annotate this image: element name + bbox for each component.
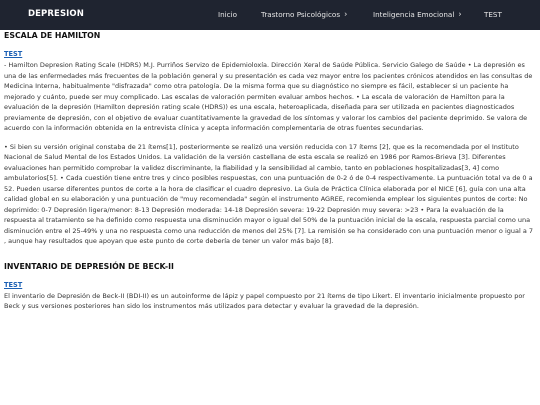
hamilton-paragraph-2: • Si bien su versión original constaba de 21 ítems[1], posteriormente se realizó una versión reducida con 17 ítems [2], que es la recomendada por el Instituto Nacional de Salud Mental de los Estados Unidos. La validación de la versión castellana de esta escala se realizó en 1986 por Ramos-Brieva [3]. Diferentes evaluaciones han permitido comprobar la validez discriminante, la fiabilidad y la sensibilidad al cambio, tanto en poblaciones hospitalizadas[3, 4] como ambulatorios[5]. • Cada cuestión tiene entre tres y cinco posibles respuestas, con una puntuación de 0-2 ó de 0-4 respectivamente. La puntuación total va de 0 a 52. Pueden usarse diferentes puntos de corte a la hora de clasificar el cuadro depresivo. La Guía de Práctica Clínica elaborada por el NICE [6], guía con una alta calidad global en su elaboración y una puntuación de "muy recomendada" según el instrumento AGREE, recomienda emplear los siguientes puntos de corte: No deprimido: 0-7 Depresión ligera/menor: 8-13 Depresión moderada: 14-18 Depresión severa: 19-22 Depresión muy severa: >23 • Para la evaluación de la respuesta al tratamiento se ha definido como respuesta una disminución mayor o igual del 50% de la puntuación inicial de la escala, respuesta parcial como una disminución entre el 25-49% y una no respuesta como una reducción de menos del 25% [7]. La remisión se ha considerado con una puntuación menor o igual a 7 , aunque hay resultados que apoyan que este punto de corte debería de tener un valor más bajo [8]. bbox=[4, 142, 534, 245]
nav-item-label: Trastorno Psicológicos bbox=[261, 10, 341, 19]
nav-item-test[interactable] bbox=[484, 10, 502, 19]
hamilton-test-link[interactable]: TEST bbox=[4, 50, 23, 58]
nav-item-trastorno-psicologicos[interactable] bbox=[261, 10, 347, 19]
section-title-beck: INVENTARIO DE DEPRESIÓN DE BECK-II bbox=[4, 261, 174, 271]
chevron-right-icon: › bbox=[344, 9, 348, 19]
nav-item-label: TEST bbox=[484, 10, 502, 19]
chevron-right-icon: › bbox=[458, 9, 462, 19]
section-title-hamilton: ESCALA DE HAMILTON bbox=[4, 31, 101, 40]
main-content bbox=[0, 30, 540, 312]
hamilton-paragraph-1: - Hamilton Depresion Rating Scale (HDRS) M.J. Purriños Servizo de Epidemioloxía. Dirección Xeral de Saúde Pública. Servicio Galego de Saúde • La depresión es una de las enfermedades más frecuentes de la población general y su presentación es cada vez mayor entre los pacientes crónicos atendidos en las consultas de Medicina Interna, habitualmente "disfrazada" como otra patología. De la misma forma que su diagnóstico no siempre es fácil, establecer si un paciente ha mejorado y cuánto, puede ser muy complicado. Las escalas de valoración permiten evaluar ambos hechos. • La escala de valoración de Hamilton para la evaluación de la depresión (Hamilton depresión rating scale (HDRS)) es una escala, heteroaplicada, diseñada para ser utilizada en pacientes diagnosticados previamente de depresión, con el objetivo de evaluar cuantitativamente la gravedad de los síntomas y valorar los cambios del paciente deprimido. Se valora de acuerdo con la información obtenida en la entrevista clínica y acepta información complementaria de otras fuentes secundarias. bbox=[4, 61, 533, 132]
nav-item-label: Inteligencia Emocional bbox=[373, 10, 455, 19]
brand-logo[interactable]: DEPRESION bbox=[28, 9, 84, 19]
beck-paragraph-1: El inventario de Depresión de Beck-II (BDI-II) es un autoinforme de lápiz y papel compuesto por 21 ítems de tipo Likert. El inventario inicialmente propuesto por Beck y sus versiones posteriores han sido los instrumentos más utilizados para detectar y evaluar la gravedad de la depresión. bbox=[4, 291, 525, 310]
nav-item-inteligencia-emocional[interactable] bbox=[373, 10, 462, 19]
top-navbar bbox=[0, 0, 540, 30]
nav-item-label: Inicio bbox=[218, 10, 238, 19]
beck-test-link[interactable]: TEST bbox=[4, 280, 23, 289]
nav-item-inicio[interactable] bbox=[218, 10, 237, 19]
